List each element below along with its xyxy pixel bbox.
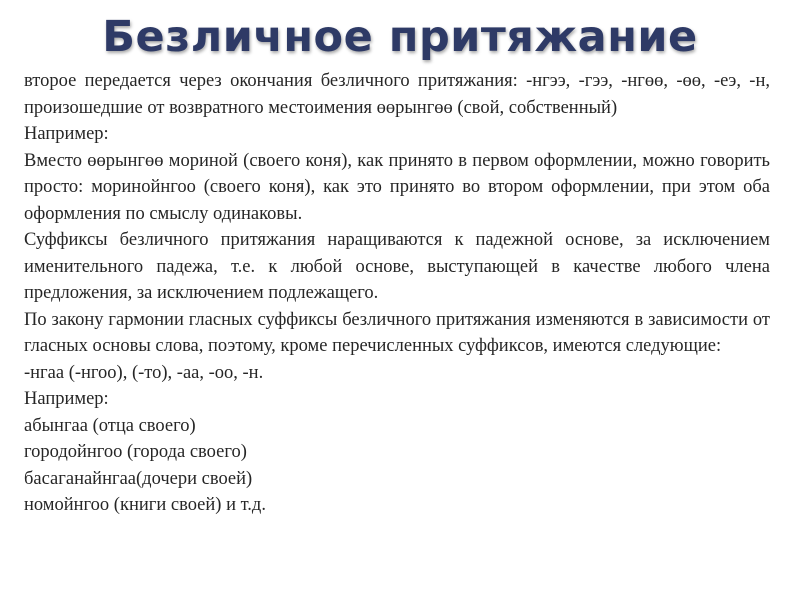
slide-body bbox=[24, 68, 770, 519]
paragraph-example-label: Например: bbox=[24, 124, 109, 144]
example-item: городойнгоо (города своего) bbox=[24, 442, 247, 462]
paragraph-suffix-rule: Суффиксы безличного притяжания наращиваются к падежной основе, за исключением именительного падежа, т.е. к любой основе, выступающей в качестве любого члена предложения, за исключением подлежащего. bbox=[24, 230, 770, 303]
example-item: номойнгоо (книги своей) и т.д. bbox=[24, 495, 266, 515]
example-item: абынгаа (отца своего) bbox=[24, 415, 196, 436]
paragraph-vowel-harmony: По закону гармонии гласных суффиксы безличного притяжания изменяются в зависимости от гласных основы слова, поэтому, кроме перечисленных суффиксов, имеются следующие: bbox=[24, 309, 770, 356]
example-item: басаганайнгаа(дочери своей) bbox=[24, 468, 253, 489]
paragraph-example: Вместо өөрынгөө мориной (своего коня), как принято в первом оформлении, можно говорить просто: моринойнгоо (своего коня), как это принято во втором оформлении, при этом оба оформления по смыслу одинаковы. bbox=[24, 150, 770, 224]
paragraph-suffix-list: -нгаа (-нгоо), (-то), -аа, -оо, -н. bbox=[24, 362, 264, 383]
slide-title: Безличное притяжание bbox=[102, 12, 698, 62]
paragraph-suffix-intro: второе передается через окончания безличного притяжания: -нгээ, -гээ, -нгөө, -өө, -еэ, -н, произошедшие от возвратного местоимения өөрынгөө (свой, собственный) bbox=[24, 71, 770, 118]
paragraph-example-label-2: Например: bbox=[24, 389, 109, 409]
